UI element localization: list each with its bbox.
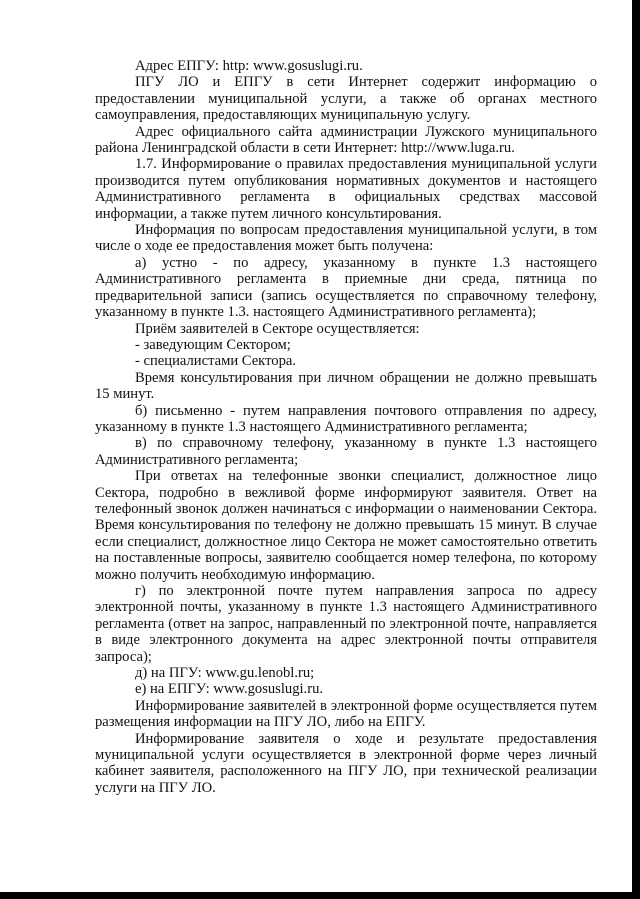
paragraph-electronic-info: Информирование заявителей в электронной форме осуществляется путем размещения информации на ПГУ ЛО, либо на ЕПГУ.: [95, 697, 597, 731]
paragraph-info-ways: Информация по вопросам предоставления муниципальной услуги, в том числе о ходе ее предоставления может быть получена:: [95, 222, 597, 255]
paragraph-consult-time: Время консультирования при личном обращении не должно превышать 15 минут.: [95, 369, 597, 403]
document-body: [95, 58, 597, 796]
paragraph-phone-rules: При ответах на телефонные звонки специалист, должностное лицо Сектора, подробно в вежливой форме информируют заявителя. Ответ на телефонный звонок должен начинаться с информации о наименовании Сектора. Время консультирования по телефону не должно превышать 15 минут. В случае если специалист, должностное лицо Сектора не может самостоятельно ответить на поставленные вопросы, заявителю сообщается номер телефона, по которому можно получить необходимую информацию.: [95, 468, 597, 583]
paragraph-status-info: Информирование заявителя о ходе и результате предоставления муниципальной услуги осуществляется в электронной форме через личный кабинет заявителя, расположенного на ПГУ ЛО, при технической реализации услуги на ПГУ ЛО.: [95, 730, 597, 796]
scan-border-bottom: [0, 892, 640, 899]
paragraph-item-g: г) по электронной почте путем направления запроса по адресу электронной почты, указанному в пункте 1.3 настоящего Административного регламента (ответ на запрос, направленный по электронной почте, направляется в виде электронного документа на адрес электронной почты отправителя запроса);: [95, 583, 597, 665]
paragraph-section-1-7: 1.7. Информирование о правилах предоставления муниципальной услуги производится путем опубликования нормативных документов и настоящего Административного регламента в официальных средствах массовой информации, а также путем личного консультирования.: [95, 156, 597, 222]
scan-border-right: [632, 0, 640, 899]
paragraph-reception: Приём заявителей в Секторе осуществляется:: [135, 320, 420, 337]
paragraph-item-a: а) устно - по адресу, указанному в пункте 1.3 настоящего Административного регламента в приемные дни среда, пятница по предварительной записи (запись осуществляется по справочному телефону, указанному в пункте 1.3. настоящего Административного регламента);: [95, 254, 597, 321]
paragraph-head-of-sector: - заведующим Сектором;: [135, 336, 291, 353]
paragraph-item-v: в) по справочному телефону, указанному в пункте 1.3 настоящего Административного регламента;: [95, 435, 597, 468]
paragraph-item-e: е) на ЕПГУ: www.gosuslugi.ru.: [135, 681, 324, 698]
paragraph-portals-info: ПГУ ЛО и ЕПГУ в сети Интернет содержит информацию о предоставлении муниципальной услуги, а также об органах местного самоуправления, предоставляющих муниципальную услугу.: [95, 74, 597, 124]
paragraph-admin-site: Адрес официального сайта администрации Лужского муниципального района Ленинградской области в сети Интернет: http://www.luga.ru.: [95, 123, 597, 157]
paragraph-specialists: - специалистами Сектора.: [135, 353, 296, 370]
paragraph-epgu-address: Адрес ЕПГУ: http: www.gosuslugi.ru.: [135, 58, 363, 74]
paragraph-item-d: д) на ПГУ: www.gu.lenobl.ru;: [135, 665, 315, 682]
paragraph-item-b: б) письменно - путем направления почтового отправления по адресу, указанному в пункте 1.3 настоящего Административного регламента;: [95, 402, 597, 435]
